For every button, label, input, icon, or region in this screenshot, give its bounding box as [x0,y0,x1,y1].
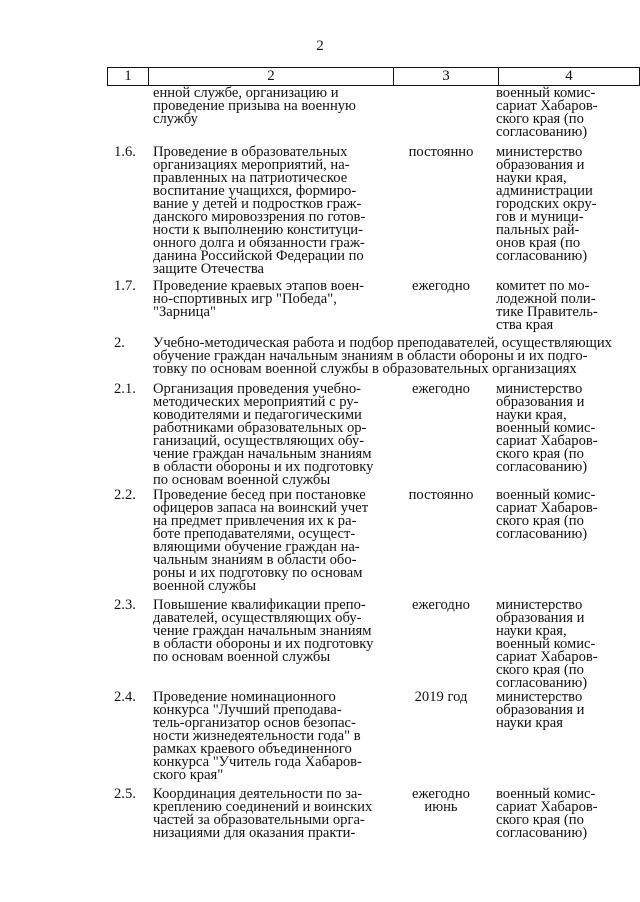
row-responsible: министерство образования и науки края [496,689,585,731]
column-header-3: 3 [394,68,499,86]
column-header-row [107,67,640,86]
row-responsible: министерство образования и науки края, военный комис- сариат Хабаров- ского края (по согласованию) [496,381,598,475]
row-text: Повышение квалификации препо- давателей, осуществляющих обу- чение граждан начальным знаниям в области обороны и их подготовку по основам военной службы [153,597,374,665]
row-number: 2.3. [114,597,136,613]
section-number: 2. [114,335,125,351]
column-header-4: 4 [499,68,640,86]
row-number: 2.2. [114,487,136,503]
row-text: Проведение бесед при постановке офицеров запаса на воинский учет на предмет привлечения их к ра- боте преподавателями, осущест- вляющими обучение граждан на- чальным знаниям в области обо- роны и их подготовку по основам военной службы [153,487,369,594]
row-number: 1.6. [114,144,136,160]
row-text: Проведение краевых этапов воен- но-спортивных игр "Победа", "Зарница" [153,278,365,320]
row-text: енной службе, организацию и проведение призыва на военную службу [153,85,356,127]
row-responsible: министерство образования и науки края, военный комис- сариат Хабаров- ского края (по согласованию) [496,597,598,691]
column-header-1: 1 [108,68,149,86]
row-term: постоянно [408,487,474,503]
row-responsible: военный комис- сариат Хабаров- ского края (по согласованию) [496,487,598,542]
section-title: Учебно-методическая работа и подбор преподавателей, осуществляющих обучение граждан начальным знаниям в области обороны и их подго- товку по основам военной службы в образовательных организациях [153,335,612,377]
page-number: 2 [316,38,324,54]
column-header-2: 2 [149,68,394,86]
row-responsible: военный комис- сариат Хабаров- ского края (по согласованию) [496,85,598,140]
row-number: 2.4. [114,689,136,705]
row-number: 1.7. [114,278,136,294]
row-number: 2.5. [114,786,136,802]
row-responsible: министерство образования и науки края, администрации городских окру- гов и муници- пальных рай- онов края (по согласованию) [496,144,597,264]
row-text: Координация деятельности по за- креплению соединений и воинских частей за образовательными орга- низациями для оказания практи- [153,786,373,841]
row-text: Проведение в образовательных организациях мероприятий, на- правленных на патриотическое воспитание учащихся, формиро- вание у детей и подростков граж- данского мировоззрения по готов- ности к выполнению конституци- онного долга и обязанности граж- данина Российской Федерации по защите Отечества [153,144,366,277]
row-term: 2019 год [414,689,468,705]
row-term: постоянно [408,144,474,160]
row-responsible: комитет по мо- лодежной поли- тике Правитель- ства края [496,278,598,333]
row-responsible: военный комис- сариат Хабаров- ского края (по согласованию) [496,786,598,841]
row-number: 2.1. [114,381,136,397]
row-term: ежегодно июнь [412,786,470,815]
row-term: ежегодно [412,381,470,397]
row-term: ежегодно [412,278,470,294]
row-term: ежегодно [412,597,470,613]
row-text: Организация проведения учебно- методических мероприятий с ру- ководителями и педагогическими работниками образовательных ор- ганизаций, осуществляющих обу- чение граждан начальным знаниям в области обороны и их подготовку по основам военной службы [153,381,374,488]
row-text: Проведение номинационного конкурса "Лучший преподава- тель-организатор основ безопас- ности жизнедеятельности года" в рамках краевого объединенного конкурса "Учитель года Хабаров- ского края" [153,689,362,783]
